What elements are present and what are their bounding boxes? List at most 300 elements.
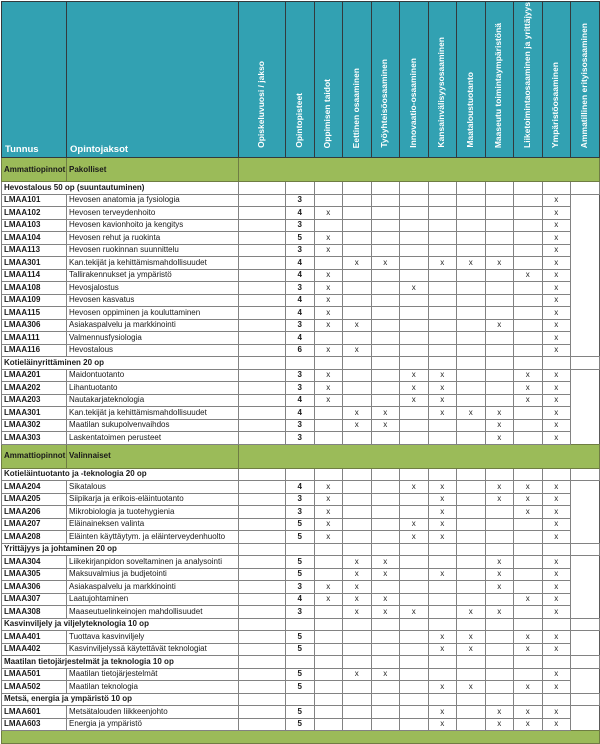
- mark-cell-ymparisto: [514, 207, 543, 220]
- mark-cell-tyoyhteiso: [343, 307, 372, 320]
- mark-cell-eettinen: x: [314, 593, 343, 606]
- mark-cell-tyoyhteiso: x: [343, 556, 372, 569]
- credits-cell: 6: [286, 344, 315, 357]
- course-name-cell: Liikekirjanpidon soveltaminen ja analysointi: [67, 556, 239, 569]
- section-empty-cell-kansainvalisyys: [428, 182, 457, 195]
- section-empty-cell-opiskeluvuosi: [239, 543, 286, 556]
- mark-cell-tyoyhteiso: [343, 207, 372, 220]
- section-empty-cell-oppimisen: [314, 182, 343, 195]
- mark-cell-kansainvalisyys: [400, 506, 429, 519]
- mark-cell-kansainvalisyys: x: [400, 481, 429, 494]
- section-empty-cell-opintopisteet: [286, 656, 315, 669]
- section-empty-cell-tyoyhteiso: [371, 468, 400, 481]
- mark-cell-maaseutu: [457, 668, 486, 681]
- column-header-innovaatio: [400, 2, 429, 158]
- column-header-eettinen: [343, 2, 372, 158]
- mark-cell-ammatillinen: x: [542, 307, 571, 320]
- section-empty-cell-ymparisto: [542, 182, 571, 195]
- mark-cell-eettinen: [314, 681, 343, 694]
- mark-cell-innovaatio: x: [371, 668, 400, 681]
- course-name-cell: Valmennusfysiologia: [67, 332, 239, 345]
- mark-cell-innovaatio: [371, 382, 400, 395]
- mark-cell-tyoyhteiso: x: [343, 593, 372, 606]
- section-row: [2, 693, 600, 706]
- section-empty-cell-maaseutu: [485, 618, 514, 631]
- mark-cell-innovaatio: [371, 631, 400, 644]
- mark-cell-tyoyhteiso: [343, 643, 372, 656]
- mark-cell-innovaatio: [371, 394, 400, 407]
- column-header-maatalous: [457, 2, 486, 158]
- section-empty-cell-kansainvalisyys: [428, 543, 457, 556]
- table-row: [2, 207, 600, 220]
- section-empty-cell-liiketoiminta: [514, 618, 543, 631]
- study-year-cell: [239, 344, 286, 357]
- mark-cell-maatalous: x: [428, 631, 457, 644]
- mark-cell-kansainvalisyys: [400, 207, 429, 220]
- study-year-cell: [239, 643, 286, 656]
- column-header-label-liiketoiminta: Liiketoimintaosaaminen ja yrittäjyys: [521, 2, 532, 148]
- mark-cell-ammatillinen: x: [542, 518, 571, 531]
- course-code-cell: LMAA303: [2, 432, 67, 445]
- credits-cell: 4: [286, 269, 315, 282]
- credits-cell: 3: [286, 419, 315, 432]
- section-empty-cell-eettinen: [343, 693, 372, 706]
- course-code-cell: LMAA208: [2, 531, 67, 544]
- mark-cell-liiketoiminta: [485, 269, 514, 282]
- credits-cell: 3: [286, 606, 315, 619]
- section-empty-cell-innovaatio: [400, 618, 429, 631]
- mark-cell-eettinen: x: [314, 282, 343, 295]
- mark-cell-liiketoiminta: [485, 593, 514, 606]
- study-year-cell: [239, 506, 286, 519]
- credits-cell: 5: [286, 718, 315, 731]
- section-row: [2, 618, 600, 631]
- mark-cell-innovaatio: [371, 369, 400, 382]
- mark-cell-maatalous: [428, 282, 457, 295]
- mark-cell-maatalous: x: [428, 506, 457, 519]
- section-empty-cell-liiketoiminta: [514, 656, 543, 669]
- mark-cell-ymparisto: [514, 668, 543, 681]
- course-name-cell: Hevosen oppiminen ja kouluttaminen: [67, 307, 239, 320]
- mark-cell-tyoyhteiso: [343, 518, 372, 531]
- mark-cell-maatalous: [428, 207, 457, 220]
- mark-cell-maaseutu: [457, 269, 486, 282]
- mark-cell-ymparisto: x: [514, 718, 543, 731]
- mark-cell-maaseutu: [457, 344, 486, 357]
- course-name-cell: Tallirakennukset ja ympäristö: [67, 269, 239, 282]
- credits-cell: 4: [286, 307, 315, 320]
- mark-cell-liiketoiminta: [485, 506, 514, 519]
- mark-cell-ymparisto: [514, 419, 543, 432]
- mark-cell-ymparisto: [514, 244, 543, 257]
- course-name-cell: Kan.tekijät ja kehittämismahdollisuudet: [67, 407, 239, 420]
- mark-cell-maatalous: x: [428, 369, 457, 382]
- mark-cell-ammatillinen: x: [542, 407, 571, 420]
- mark-cell-liiketoiminta: [485, 382, 514, 395]
- mark-cell-liiketoiminta: [485, 394, 514, 407]
- study-year-cell: [239, 319, 286, 332]
- mark-cell-eettinen: [314, 432, 343, 445]
- mark-cell-liiketoiminta: [485, 207, 514, 220]
- table-row: [2, 518, 600, 531]
- section-title-cell: Maatilan tietojärjestelmät ja teknologia 10 op: [2, 656, 239, 669]
- mark-cell-tyoyhteiso: [343, 194, 372, 207]
- mark-cell-innovaatio: [371, 681, 400, 694]
- course-name-cell: Kan.tekijät ja kehittämismahdollisuudet: [67, 257, 239, 270]
- mark-cell-maatalous: x: [428, 407, 457, 420]
- mark-cell-maatalous: [428, 593, 457, 606]
- mark-cell-eettinen: [314, 556, 343, 569]
- group-row: [2, 444, 600, 468]
- credits-cell: 5: [286, 568, 315, 581]
- course-code-cell: LMAA402: [2, 643, 67, 656]
- mark-cell-kansainvalisyys: [400, 681, 429, 694]
- mark-cell-maaseutu: [457, 219, 486, 232]
- section-empty-cell-maatalous: [457, 618, 486, 631]
- mark-cell-innovaatio: [371, 194, 400, 207]
- mark-cell-liiketoiminta: x: [485, 481, 514, 494]
- section-row: [2, 468, 600, 481]
- course-code-cell: LMAA108: [2, 282, 67, 295]
- header-row: [2, 2, 600, 158]
- mark-cell-kansainvalisyys: [400, 194, 429, 207]
- table-row: [2, 681, 600, 694]
- course-code-cell: LMAA201: [2, 369, 67, 382]
- mark-cell-maatalous: x: [428, 493, 457, 506]
- credits-cell: 5: [286, 631, 315, 644]
- mark-cell-innovaatio: [371, 506, 400, 519]
- mark-cell-liiketoiminta: [485, 631, 514, 644]
- course-name-cell: Hevosen ruokinnan suunnittelu: [67, 244, 239, 257]
- mark-cell-maaseutu: [457, 718, 486, 731]
- course-name-cell: Mikrobiologia ja tuotehygienia: [67, 506, 239, 519]
- mark-cell-eettinen: [314, 568, 343, 581]
- mark-cell-maaseutu: [457, 382, 486, 395]
- mark-cell-ymparisto: [514, 518, 543, 531]
- mark-cell-ammatillinen: x: [542, 319, 571, 332]
- mark-cell-liiketoiminta: x: [485, 319, 514, 332]
- mark-cell-maatalous: x: [428, 568, 457, 581]
- section-empty-cell-opintopisteet: [286, 543, 315, 556]
- mark-cell-innovaatio: [371, 207, 400, 220]
- mark-cell-maaseutu: [457, 581, 486, 594]
- section-empty-cell-ammatillinen: [571, 182, 600, 195]
- mark-cell-maatalous: [428, 419, 457, 432]
- mark-cell-liiketoiminta: [485, 219, 514, 232]
- section-empty-cell-opintopisteet: [286, 693, 315, 706]
- table-row: [2, 581, 600, 594]
- study-year-cell: [239, 593, 286, 606]
- mark-cell-ammatillinen: x: [542, 332, 571, 345]
- section-empty-cell-maaseutu: [485, 693, 514, 706]
- study-year-cell: [239, 244, 286, 257]
- credits-cell: 3: [286, 194, 315, 207]
- mark-cell-ammatillinen: x: [542, 282, 571, 295]
- study-year-cell: [239, 407, 286, 420]
- mark-cell-liiketoiminta: [485, 369, 514, 382]
- mark-cell-ammatillinen: x: [542, 219, 571, 232]
- mark-cell-eettinen: x: [314, 481, 343, 494]
- column-header-label-opiskeluvuosi: Opiskeluvuosi / jakso: [256, 61, 267, 148]
- credits-cell: 3: [286, 244, 315, 257]
- section-row: [2, 656, 600, 669]
- mark-cell-tyoyhteiso: x: [343, 419, 372, 432]
- mark-cell-ammatillinen: x: [542, 606, 571, 619]
- study-year-cell: [239, 432, 286, 445]
- column-header-opintojaksot: Opintojaksot: [67, 2, 239, 158]
- mark-cell-maaseutu: [457, 369, 486, 382]
- section-empty-cell-maaseutu: [485, 543, 514, 556]
- mark-cell-eettinen: [314, 419, 343, 432]
- mark-cell-ammatillinen: x: [542, 207, 571, 220]
- course-name-cell: Laatujohtaminen: [67, 593, 239, 606]
- course-code-cell: LMAA113: [2, 244, 67, 257]
- study-year-cell: [239, 518, 286, 531]
- table-row: [2, 668, 600, 681]
- mark-cell-liiketoiminta: [485, 643, 514, 656]
- section-empty-cell-kansainvalisyys: [428, 618, 457, 631]
- table-body: [2, 158, 600, 744]
- mark-cell-maatalous: x: [428, 643, 457, 656]
- mark-cell-ammatillinen: x: [542, 419, 571, 432]
- course-name-cell: Maaseutuelinkeinojen mahdollisuudet: [67, 606, 239, 619]
- mark-cell-innovaatio: [371, 219, 400, 232]
- course-name-cell: Laskentatoimen perusteet: [67, 432, 239, 445]
- table-row: [2, 419, 600, 432]
- mark-cell-ymparisto: [514, 432, 543, 445]
- mark-cell-tyoyhteiso: [343, 382, 372, 395]
- section-empty-cell-kansainvalisyys: [428, 468, 457, 481]
- mark-cell-ymparisto: [514, 282, 543, 295]
- table-row: [2, 282, 600, 295]
- column-header-oppimisen: [314, 2, 343, 158]
- mark-cell-maatalous: [428, 232, 457, 245]
- mark-cell-eettinen: x: [314, 531, 343, 544]
- mark-cell-liiketoiminta: x: [485, 606, 514, 619]
- mark-cell-liiketoiminta: [485, 282, 514, 295]
- mark-cell-ymparisto: [514, 257, 543, 270]
- course-code-cell: LMAA302: [2, 419, 67, 432]
- mark-cell-maaseutu: x: [457, 643, 486, 656]
- mark-cell-liiketoiminta: [485, 332, 514, 345]
- mark-cell-maatalous: [428, 344, 457, 357]
- mark-cell-maatalous: [428, 432, 457, 445]
- course-code-cell: LMAA204: [2, 481, 67, 494]
- section-empty-cell-liiketoiminta: [514, 468, 543, 481]
- column-header-label-innovaatio: Innovaatio-osaaminen: [407, 58, 418, 148]
- mark-cell-maatalous: [428, 556, 457, 569]
- mark-cell-ymparisto: x: [514, 493, 543, 506]
- course-name-cell: Metsätalouden liikkeenjohto: [67, 706, 239, 719]
- course-code-cell: LMAA202: [2, 382, 67, 395]
- course-code-cell: LMAA306: [2, 319, 67, 332]
- credits-cell: 5: [286, 706, 315, 719]
- table-row: [2, 568, 600, 581]
- mark-cell-maatalous: [428, 606, 457, 619]
- section-empty-cell-ammatillinen: [571, 693, 600, 706]
- section-empty-cell-tyoyhteiso: [371, 656, 400, 669]
- section-empty-cell-liiketoiminta: [514, 693, 543, 706]
- mark-cell-innovaatio: [371, 244, 400, 257]
- table-row: [2, 382, 600, 395]
- mark-cell-ymparisto: [514, 344, 543, 357]
- section-title-cell: Yrittäjyys ja johtaminen 20 op: [2, 543, 239, 556]
- group-subtitle-cell: Pakolliset: [67, 158, 239, 182]
- course-code-cell: LMAA104: [2, 232, 67, 245]
- course-code-cell: LMAA115: [2, 307, 67, 320]
- mark-cell-maaseutu: [457, 232, 486, 245]
- credits-cell: 3: [286, 432, 315, 445]
- section-empty-cell-tyoyhteiso: [371, 182, 400, 195]
- mark-cell-ymparisto: [514, 232, 543, 245]
- mark-cell-innovaatio: [371, 332, 400, 345]
- table-row: [2, 394, 600, 407]
- section-empty-cell-innovaatio: [400, 543, 429, 556]
- mark-cell-kansainvalisyys: [400, 344, 429, 357]
- section-empty-cell-innovaatio: [400, 357, 429, 370]
- table-row: [2, 407, 600, 420]
- mark-cell-maaseutu: [457, 244, 486, 257]
- mark-cell-kansainvalisyys: x: [400, 382, 429, 395]
- mark-cell-liiketoiminta: x: [485, 493, 514, 506]
- mark-cell-kansainvalisyys: [400, 232, 429, 245]
- section-empty-cell-ammatillinen: [571, 357, 600, 370]
- table-row: [2, 432, 600, 445]
- mark-cell-kansainvalisyys: [400, 493, 429, 506]
- mark-cell-ymparisto: [514, 307, 543, 320]
- course-name-cell: Energia ja ympäristö: [67, 718, 239, 731]
- study-year-cell: [239, 631, 286, 644]
- mark-cell-kansainvalisyys: [400, 257, 429, 270]
- mark-cell-tyoyhteiso: x: [343, 407, 372, 420]
- mark-cell-eettinen: [314, 718, 343, 731]
- course-name-cell: Siipikarja ja erikois-eläintuotanto: [67, 493, 239, 506]
- group-title-cell: Ammattiopinnot: [2, 158, 67, 182]
- section-empty-cell-innovaatio: [400, 182, 429, 195]
- mark-cell-kansainvalisyys: [400, 718, 429, 731]
- course-name-cell: Hevosjalostus: [67, 282, 239, 295]
- section-empty-cell-ymparisto: [542, 543, 571, 556]
- section-row: [2, 543, 600, 556]
- column-header-label-ammatillinen: Ammatillinen erityisosaaminen: [578, 22, 589, 148]
- section-empty-cell-oppimisen: [314, 693, 343, 706]
- study-year-cell: [239, 493, 286, 506]
- table-row: [2, 593, 600, 606]
- mark-cell-tyoyhteiso: [343, 232, 372, 245]
- course-code-cell: LMAA114: [2, 269, 67, 282]
- section-empty-cell-maatalous: [457, 468, 486, 481]
- course-name-cell: Hevosen rehut ja ruokinta: [67, 232, 239, 245]
- mark-cell-ymparisto: [514, 194, 543, 207]
- mark-cell-innovaatio: x: [371, 593, 400, 606]
- mark-cell-ammatillinen: x: [542, 294, 571, 307]
- mark-cell-kansainvalisyys: x: [400, 282, 429, 295]
- section-title-cell: Kotieläinyrittäminen 20 op: [2, 357, 239, 370]
- credits-cell: 5: [286, 668, 315, 681]
- mark-cell-ymparisto: x: [514, 382, 543, 395]
- mark-cell-maaseutu: [457, 207, 486, 220]
- mark-cell-eettinen: [314, 332, 343, 345]
- mark-cell-ymparisto: x: [514, 643, 543, 656]
- section-empty-cell-oppimisen: [314, 543, 343, 556]
- course-name-cell: Sikatalous: [67, 481, 239, 494]
- study-year-cell: [239, 269, 286, 282]
- mark-cell-tyoyhteiso: [343, 369, 372, 382]
- study-year-cell: [239, 307, 286, 320]
- mark-cell-maatalous: x: [428, 706, 457, 719]
- section-row: [2, 357, 600, 370]
- section-empty-cell-oppimisen: [314, 656, 343, 669]
- mark-cell-kansainvalisyys: [400, 244, 429, 257]
- credits-cell: 5: [286, 643, 315, 656]
- mark-cell-eettinen: x: [314, 232, 343, 245]
- section-empty-cell-liiketoiminta: [514, 357, 543, 370]
- mark-cell-innovaatio: [371, 282, 400, 295]
- mark-cell-liiketoiminta: [485, 518, 514, 531]
- mark-cell-kansainvalisyys: [400, 294, 429, 307]
- mark-cell-eettinen: x: [314, 307, 343, 320]
- credits-cell: 3: [286, 369, 315, 382]
- study-year-cell: [239, 668, 286, 681]
- column-header-opintopisteet: [286, 2, 315, 158]
- section-empty-cell-opintopisteet: [286, 618, 315, 631]
- section-empty-cell-opintopisteet: [286, 468, 315, 481]
- course-code-cell: LMAA401: [2, 631, 67, 644]
- course-code-cell: LMAA102: [2, 207, 67, 220]
- mark-cell-kansainvalisyys: [400, 668, 429, 681]
- table-row: [2, 481, 600, 494]
- mark-cell-ymparisto: [514, 531, 543, 544]
- mark-cell-maaseutu: [457, 282, 486, 295]
- mark-cell-ammatillinen: x: [542, 344, 571, 357]
- course-name-cell: Hevosen terveydenhoito: [67, 207, 239, 220]
- mark-cell-maaseutu: [457, 307, 486, 320]
- study-year-cell: [239, 556, 286, 569]
- table-row: [2, 643, 600, 656]
- mark-cell-ammatillinen: x: [542, 531, 571, 544]
- table-row: [2, 257, 600, 270]
- mark-cell-tyoyhteiso: [343, 294, 372, 307]
- group-subtitle-cell: Valinnaiset: [67, 444, 239, 468]
- mark-cell-ammatillinen: x: [542, 269, 571, 282]
- mark-cell-ymparisto: [514, 568, 543, 581]
- section-empty-cell-kansainvalisyys: [428, 357, 457, 370]
- section-empty-cell-ammatillinen: [571, 468, 600, 481]
- credits-cell: 5: [286, 556, 315, 569]
- mark-cell-eettinen: [314, 606, 343, 619]
- mark-cell-eettinen: x: [314, 207, 343, 220]
- course-name-cell: Eläinaineksen valinta: [67, 518, 239, 531]
- mark-cell-ymparisto: [514, 606, 543, 619]
- mark-cell-ymparisto: x: [514, 631, 543, 644]
- mark-cell-liiketoiminta: [485, 294, 514, 307]
- mark-cell-innovaatio: x: [371, 419, 400, 432]
- mark-cell-eettinen: [314, 668, 343, 681]
- mark-cell-eettinen: x: [314, 394, 343, 407]
- mark-cell-tyoyhteiso: [343, 531, 372, 544]
- mark-cell-kansainvalisyys: [400, 432, 429, 445]
- table-row: [2, 369, 600, 382]
- mark-cell-tyoyhteiso: [343, 269, 372, 282]
- mark-cell-maatalous: [428, 269, 457, 282]
- section-empty-cell-maatalous: [457, 693, 486, 706]
- course-name-cell: Maatilan tietojärjestelmät: [67, 668, 239, 681]
- mark-cell-maatalous: [428, 294, 457, 307]
- course-code-cell: LMAA501: [2, 668, 67, 681]
- mark-cell-liiketoiminta: [485, 668, 514, 681]
- study-year-cell: [239, 282, 286, 295]
- mark-cell-innovaatio: x: [371, 606, 400, 619]
